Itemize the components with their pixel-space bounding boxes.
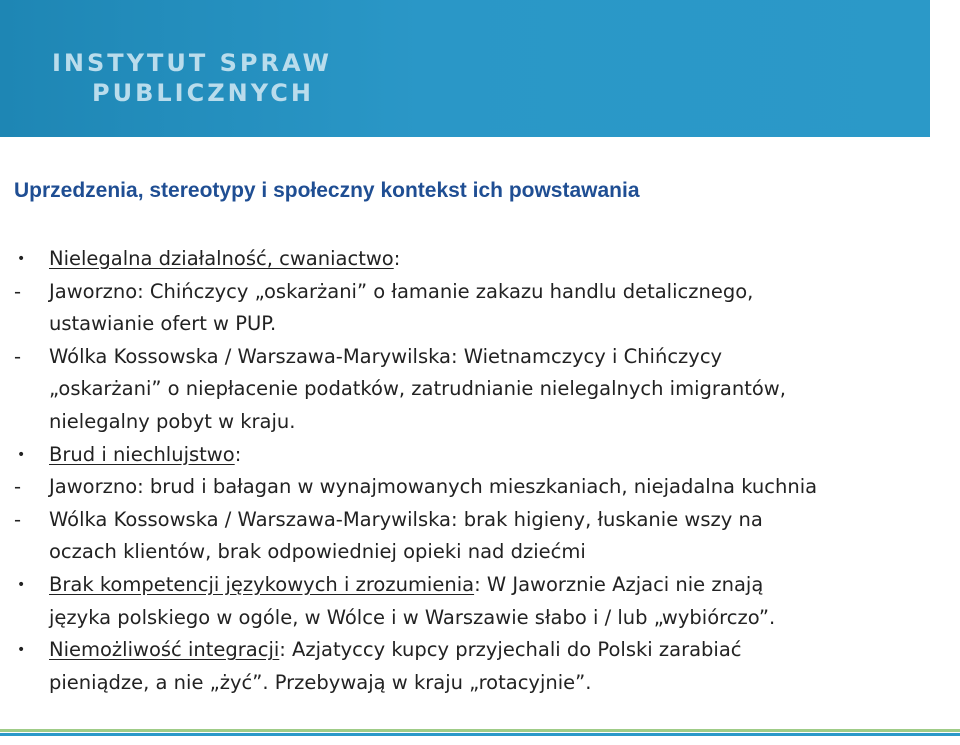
footer-accent-line <box>0 733 960 736</box>
dash-text: nielegalny pobyt w kraju. <box>49 409 296 433</box>
bullet-heading-dirt: Brud i niechlujstwo <box>49 442 235 466</box>
bullet-icon: • <box>17 642 26 659</box>
bullet-heading-illegal: Nielegalna działalność, cwaniactwo <box>49 247 394 270</box>
dash-text: Jaworzno: brud i bałagan w wynajmowanych mieszkaniach, niejadalna kuchnia <box>49 475 818 499</box>
bullet-heading-language: Brak kompetencji językowych i zrozumienia <box>49 572 475 596</box>
dash-text: Jaworzno: Chińczycy „oskarżani” o łamanie zakazu handlu detalicznego, <box>49 279 754 303</box>
dash-item-jaworzno-dirt <box>12 471 932 504</box>
bullet-text: : W Jaworznie Azjaci nie znają <box>474 572 764 596</box>
dash-item-continuation <box>12 406 932 439</box>
bullet-icon: • <box>17 576 26 593</box>
bullet-heading-integration: Niemożliwość integracji <box>49 638 280 662</box>
bullet-continuation <box>12 667 932 700</box>
dash-text: oczach klientów, brak odpowiedniej opieki nad dziećmi <box>49 540 586 564</box>
dash-item-wolka-dirt <box>12 504 932 537</box>
bullet-integration <box>12 634 932 667</box>
logo-line-2: PUBLICZNYCH <box>92 79 314 107</box>
logo-line-1: INSTYTUT SPRAW <box>52 49 332 77</box>
footer-accent-line <box>0 729 960 732</box>
dash-item-jaworzno-illegal <box>12 276 932 309</box>
dash-marker: - <box>14 507 22 531</box>
bullet-continuation <box>12 602 932 635</box>
dash-marker: - <box>14 344 22 368</box>
dash-item-continuation <box>12 308 932 341</box>
bullet-heading-colon: : <box>393 247 401 270</box>
dash-text: ustawianie ofert w PUP. <box>49 312 277 336</box>
institute-logo <box>52 48 332 108</box>
bullet-language <box>12 569 932 602</box>
bullet-text: języka polskiego w ogóle, w Wólce i w Warszawie słabo i / lub „wybiórczo”. <box>49 605 776 629</box>
bullet-dirt <box>12 439 932 472</box>
dash-marker: - <box>14 279 22 303</box>
bullet-illegal-activity <box>12 243 932 276</box>
dash-marker: - <box>14 475 22 499</box>
dash-text: „oskarżani” o niepłacenie podatków, zatrudnianie nielegalnych imigrantów, <box>49 377 786 401</box>
bullet-icon: • <box>17 446 26 463</box>
dash-item-continuation <box>12 373 932 406</box>
header-banner <box>0 0 930 137</box>
dash-text: Wólka Kossowska / Warszawa-Marywilska: brak higieny, łuskanie wszy na <box>49 507 763 531</box>
bullet-text: : Azjatyccy kupcy przyjechali do Polski zarabiać <box>279 638 742 662</box>
bullet-heading-colon: : <box>234 442 242 466</box>
dash-item-wolka-illegal <box>12 341 932 374</box>
slide-content <box>12 243 932 699</box>
dash-item-continuation <box>12 536 932 569</box>
bullet-icon: • <box>17 251 26 267</box>
dash-text: Wólka Kossowska / Warszawa-Marywilska: Wietnamczycy i Chińczycy <box>49 344 723 368</box>
slide-title: Uprzedzenia, stereotypy i społeczny kontekst ich powstawania <box>14 179 640 202</box>
bullet-text: pieniądze, a nie „żyć”. Przebywają w kraju „rotacyjnie”. <box>49 670 592 694</box>
